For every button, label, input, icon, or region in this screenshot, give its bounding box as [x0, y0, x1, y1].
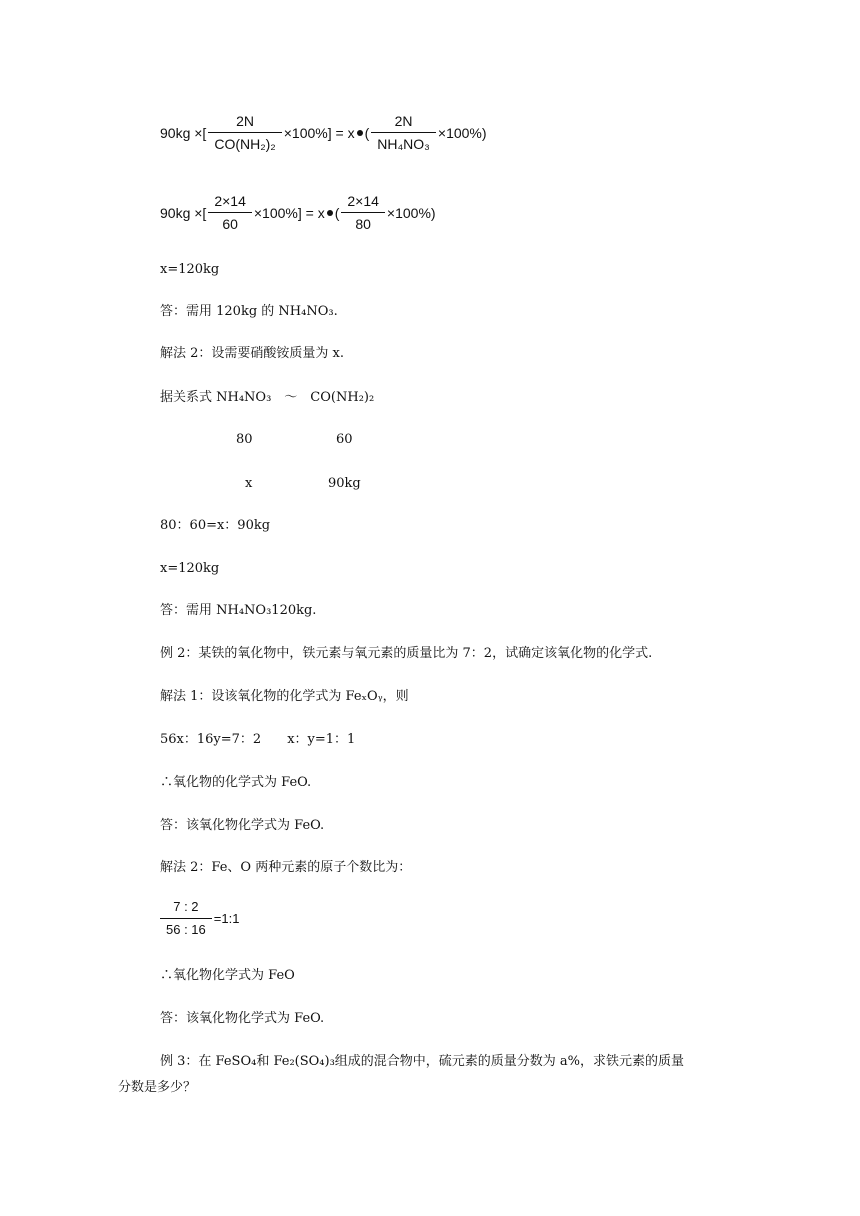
text-line-4: 据关系式 NH₄NO₃ ～ CO(NH₂)₂	[160, 390, 375, 405]
eq2-frac2-numerator: 2×14	[341, 192, 385, 213]
text-line-14: 答：该氧化物化学式为 FeO.	[160, 818, 325, 833]
text-line-15: 解法 2：Fe、O 两种元素的原子个数比为：	[160, 860, 412, 875]
ratio-value-60: 60	[336, 432, 353, 447]
text-line-9: 答：需用 NH₄NO₃120kg.	[160, 603, 317, 618]
example-3-question: 例 3：在 FeSO₄和 Fe₂(SO₄)₃组成的混合物中，硫元素的质量分数为 a%，求铁元素的质量	[160, 1054, 685, 1069]
eq1-fraction-1	[208, 112, 281, 153]
ratio-fraction-numerator: 7 : 2	[160, 898, 212, 919]
eq2-open-paren: (	[334, 204, 340, 221]
equation-1	[160, 112, 487, 153]
eq2-suffix: ×100%)	[386, 204, 436, 221]
text-line-7: 80：60=x：90kg	[160, 518, 271, 533]
dot-operator-icon	[357, 130, 363, 136]
text-line-2: 答：需用 120kg 的 NH₄NO₃.	[160, 304, 338, 319]
eq2-frac1-denominator: 60	[222, 216, 238, 232]
text-line-1: x=120kg	[160, 262, 220, 277]
eq1-suffix: ×100%)	[437, 124, 487, 141]
eq1-fraction-2	[371, 112, 436, 153]
eq1-open-paren: (	[364, 124, 370, 141]
eq2-prefix: 90kg ×[	[160, 204, 207, 221]
equation-2	[160, 192, 436, 233]
text-line-3: 解法 2：设需要硝酸铵质量为 x.	[160, 346, 344, 361]
text-line-13: ∴氧化物的化学式为 FeO.	[160, 775, 312, 790]
eq1-frac2-numerator: 2N	[371, 112, 436, 133]
eq2-frac2-denominator: 80	[355, 216, 371, 232]
text-line-17: 答：该氧化物化学式为 FeO.	[160, 1011, 325, 1026]
text-line-16: ∴氧化物化学式为 FeO	[160, 968, 295, 983]
eq1-frac2-denominator: NH₄NO₃	[377, 136, 430, 152]
text-line-11: 解法 1：设该氧化物的化学式为 FeₓOᵧ，则	[160, 689, 409, 704]
eq1-frac1-numerator: 2N	[208, 112, 281, 133]
eq2-fraction-1	[208, 192, 252, 233]
ratio-value-80: 80	[236, 432, 253, 447]
ratio-fraction-body	[160, 898, 212, 939]
eq1-prefix: 90kg ×[	[160, 124, 207, 141]
example-3-question-cont: 分数是多少？	[118, 1080, 197, 1095]
ratio-fraction-result: =1:1	[213, 911, 240, 926]
text-line-8: x=120kg	[160, 561, 220, 576]
ratio-value-x: x	[245, 476, 253, 491]
dot-operator-icon	[327, 210, 333, 216]
ratio-fraction-denominator: 56 : 16	[166, 922, 206, 937]
eq2-middle: ×100%] = x	[253, 204, 325, 221]
eq1-middle: ×100%] = x	[283, 124, 355, 141]
eq2-fraction-2	[341, 192, 385, 233]
ratio-value-90kg: 90kg	[328, 476, 361, 491]
example-2-question: 例 2：某铁的氧化物中，铁元素与氧元素的质量比为 7：2，试确定该氧化物的化学式.	[160, 646, 653, 661]
text-line-12: 56x：16y=7：2 x：y=1：1	[160, 732, 356, 747]
ratio-fraction	[160, 898, 239, 939]
eq2-frac1-numerator: 2×14	[208, 192, 252, 213]
eq1-frac1-denominator: CO(NH₂)₂	[214, 136, 276, 152]
